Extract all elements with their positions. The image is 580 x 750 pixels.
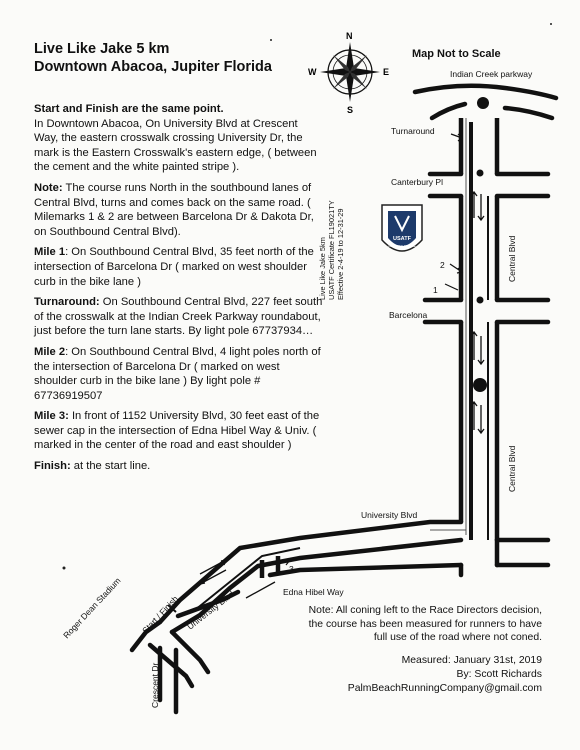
compass-n: N [346,31,353,41]
direction-arrows [200,192,484,598]
note-turnaround-label: Turnaround: [34,296,100,309]
label-university-blvd: University Blvd [361,510,418,520]
cert-line2: USATF Certificate FL19021TY [327,200,336,300]
race-title-line1: Live Like Jake 5 km [34,41,170,57]
label-mile1: 1 [433,285,438,295]
label-canterbury: Canterbury Pl [391,177,443,187]
note-finish-label: Finish: [34,460,71,473]
label-indian-creek: Indian Creek parkway [450,69,533,79]
compass-rose-icon [308,31,389,115]
note-mile3-text: In front of 1152 University Blvd, 30 feet east of the sewer cap in the intersection of Edna Hibel Way & Univ. ( marked in the center of the road and east shoulder ) [34,410,320,452]
note-start-text: In Downtown Abacoa, On University Blvd at Crescent Way, the eastern crosswalk crossing University Dr, the mark is the Eastern Crosswalk's eastern edge, ( between the cement and the white painted stripe ). [34,117,317,174]
note-mile3-label: Mile 3: [34,410,69,423]
note-mile2-text: : On Southbound Central Blvd, 4 light poles north of the intersection of Barcelona Dr ( marked on west shoulder curb in the bike lane ) By light pole # 67736919507 [34,345,321,402]
measured-date: Measured: January 31st, 2019 [401,655,542,666]
measured-email: PalmBeachRunningCompany@gmail.com [347,683,542,694]
note-turnaround-text: On Southbound Central Blvd, 227 feet south of the crosswalk at the Indian Creek Parkway roundabout, just before the turn lane starts. By light pole 67737934… [34,296,323,338]
mile-markers [286,134,462,565]
label-mile2: 2 [440,260,445,270]
roundabout [477,97,489,109]
note-finish-text: at the start line. [73,460,151,473]
compass-s: S [347,105,354,115]
label-turnaround: Turnaround [391,126,435,136]
cert-line1: Live Like Jake 5km [318,237,327,300]
label-university-blbd: University Blbd [185,588,236,632]
label-edna-hibel: Edna Hibel Way [283,587,344,597]
usatf-badge-text: USATF [393,236,411,242]
label-mile3: 3 [289,564,294,574]
label-crescent: Crescent Dr [150,662,160,708]
label-central-blvd-1: Central Blvd [507,235,517,282]
note-start-label: Start and Finish are the same point. [34,103,224,115]
coning-note: Note: All coning left to the Race Directors decision, the course has been measured for runners to have full use of the road where not coned. [308,605,542,643]
label-central-blvd-2: Central Blvd [507,445,517,492]
measured-by: By: Scott Richards [456,669,542,680]
compass-w: W [308,67,317,77]
note-mile2-label: Mile 2 [34,345,66,358]
label-roger-dean: Roger Dean Stadium [61,575,123,641]
note-course-text: The course runs North in the southbound lanes of Central Blvd, turns and comes back on the same road. ( Milemarks 1 & 2 are between Barcelona Dr & Dakota Dr, on Southbound Central Blvd). [34,181,314,238]
map-not-to-scale: Map Not to Scale [412,48,501,60]
compass-e: E [383,67,390,77]
measured-block [302,654,542,696]
usatf-shield-icon [382,205,422,251]
usatf-badge-sub: CERTIFIED COURSE [388,244,416,248]
label-barcelona: Barcelona [389,310,428,320]
label-start-finish: Start / Finish [140,593,181,636]
note-course-label: Note: [34,181,63,194]
cert-line3: Effective 2-4-19 to 12-31-29 [336,208,345,300]
note-mile1-text: : On Southbound Central Blvd, 35 feet north of the intersection of Barcelona Dr ( marked on west shoulder curb in the bike lane ) [34,246,314,288]
note-mile1-label: Mile 1 [34,246,66,259]
side-streets [425,174,548,565]
race-title-line2: Downtown Abacoa, Jupiter Florida [34,59,272,75]
